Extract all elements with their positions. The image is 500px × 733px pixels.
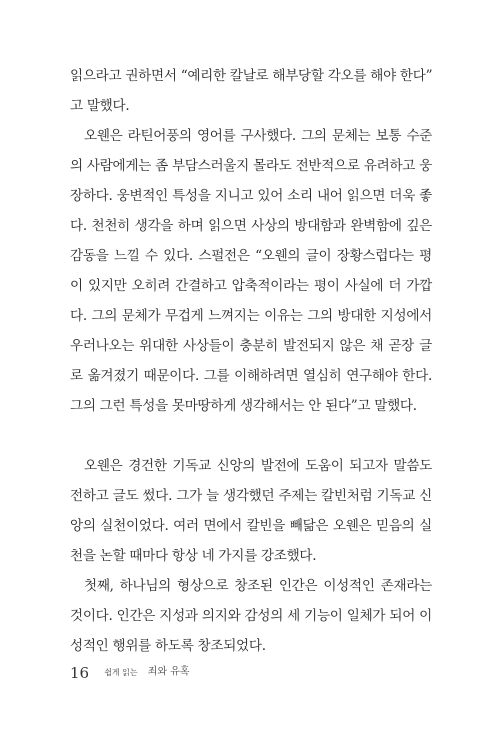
footer-book-title: 죄와 유혹 (147, 666, 190, 678)
text-line: 것이다. 인간은 지성과 의지와 감성의 세 기능이 일체가 되어 이 (70, 608, 432, 624)
text-line: 감동을 느낄 수 있다. 스펄전은 “오웬의 글이 장황스럽다는 평 (70, 248, 432, 264)
text-line: 고 말했다. (70, 98, 130, 114)
text-line: 장하다. 웅변적인 특성을 지니고 있어 소리 내어 읽으면 더욱 좋 (70, 188, 432, 204)
text-line: 이 있지만 오히려 간결하고 압축적이라는 평이 사실에 더 가깝 (70, 278, 432, 294)
text-line: 로 옮겨졌기 때문이다. 그를 이해하려면 열심히 연구해야 한다. (70, 368, 432, 384)
text-line: 읽으라고 권하면서 “예리한 칼날로 해부당할 각오를 해야 한다” (70, 68, 433, 84)
text-line: 전하고 글도 썼다. 그가 늘 생각했던 주제는 칼빈처럼 기독교 신 (70, 488, 432, 504)
text-line: 그의 그런 특성을 못마땅하게 생각해서는 안 된다”고 말했다. (70, 398, 417, 414)
text-line: 성적인 행위를 하도록 창조되었다. (70, 638, 266, 654)
page-footer (70, 661, 190, 683)
text-line: 첫째, 하나님의 형상으로 창조된 인간은 이성적인 존재라는 (84, 578, 432, 594)
page-number: 16 (70, 663, 90, 682)
text-line: 오웬은 라틴어풍의 영어를 구사했다. 그의 문체는 보통 수준 (84, 128, 432, 144)
text-line: 앙의 실천이었다. 여러 면에서 칼빈을 빼닮은 오웬은 믿음의 실 (70, 518, 432, 534)
text-line: 다. 그의 문체가 무겁게 느껴지는 이유는 그의 방대한 지성에서 (70, 308, 432, 324)
text-line: 우러나오는 위대한 사상들이 충분히 발전되지 않은 채 곧장 글 (70, 338, 432, 354)
text-line: 천을 논할 때마다 항상 네 가지를 강조했다. (70, 548, 317, 564)
footer-series: 쉽게 읽는 (104, 667, 138, 677)
text-line: 오웬은 경건한 기독교 신앙의 발전에 도움이 되고자 말씀도 (84, 458, 432, 474)
text-line: 다. 천천히 생각을 하며 읽으면 사상의 방대함과 완벽함에 깊은 (70, 218, 432, 234)
text-line: 의 사람에게는 좀 부담스러울지 몰라도 전반적으로 유려하고 웅 (70, 158, 432, 174)
